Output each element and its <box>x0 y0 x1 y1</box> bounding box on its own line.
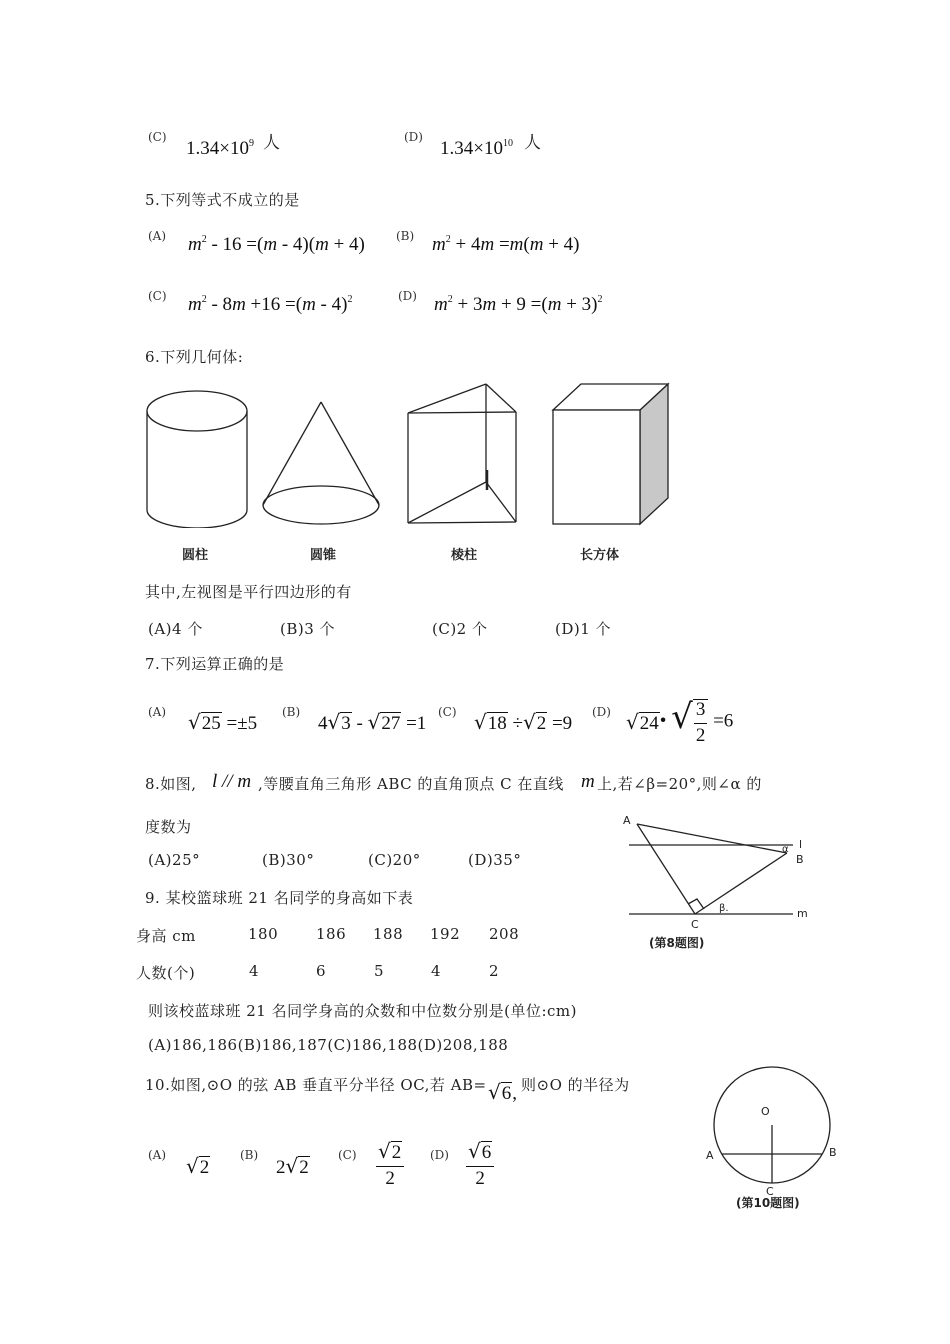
q7-option-c-label: (C) <box>438 705 457 719</box>
q8-stem-part-b: ,等腰直角三角形 ABC 的直角顶点 C 在直线 <box>258 775 564 793</box>
q10-point-a: A <box>706 1149 714 1162</box>
q7-stem: 7.下列运算正确的是 <box>145 655 285 673</box>
q5-option-d-label: (D) <box>398 289 417 303</box>
q10-stem-part-a: 10.如图,⊙O 的弦 AB 垂直平分半径 OC,若 AB= <box>145 1076 487 1094</box>
cylinder-shape <box>147 391 247 528</box>
q7-option-d-label: (D) <box>592 705 611 719</box>
q8-line-m: m <box>581 771 595 792</box>
q10-point-o: O <box>761 1105 770 1118</box>
q5-option-a-label: (A) <box>148 229 167 243</box>
q5-option-b-label: (B) <box>396 229 415 243</box>
q10-option-b-label: (B) <box>240 1148 259 1162</box>
q4-option-d-unit: 人 <box>524 133 542 153</box>
q8-line-m-label: m <box>797 907 808 920</box>
q4-option-d-label: (D) <box>404 130 423 144</box>
q8-option-a: (A)25° <box>148 851 201 869</box>
q5-stem: 5.下列等式不成立的是 <box>145 191 300 209</box>
q8-triangle-figure <box>615 808 820 953</box>
q6-solids-figure <box>140 378 680 528</box>
q10-point-b: B <box>829 1146 837 1159</box>
q8-parallel-notation: l // m <box>212 771 252 792</box>
q9-height-2: 186 <box>316 925 347 943</box>
q10-option-d-label: (D) <box>430 1148 449 1162</box>
q9-count-1: 4 <box>249 962 260 980</box>
caption-cone: 圆锥 <box>310 548 337 563</box>
q10-circle-figure <box>700 1055 850 1215</box>
q10-option-c-label: (C) <box>338 1148 357 1162</box>
q9-options: (A)186,186(B)186,187(C)186,188(D)208,188 <box>148 1036 509 1054</box>
cuboid-shape <box>553 384 668 524</box>
q8-point-a: A <box>623 814 631 827</box>
q9-height-4: 192 <box>430 925 461 943</box>
q5-option-a-formula: $m^2 - 16 =(m - 4)(m + 4)$ <box>188 234 365 255</box>
q7-option-a-formula: √25 =±5 <box>188 710 258 734</box>
q8-stem-line2: 度数为 <box>145 818 192 836</box>
caption-prism: 棱柱 <box>451 548 478 563</box>
q8-stem-part-a: 8.如图, <box>145 775 197 793</box>
q9-stem: 9. 某校篮球班 21 名同学的身高如下表 <box>145 889 414 907</box>
q8-line-l-label: l <box>799 838 803 851</box>
q8-stem-part-c: 上,若∠β=20°,则∠α 的 <box>597 775 762 793</box>
q9-sub-question: 则该校蓝球班 21 名同学身高的众数和中位数分别是(单位:cm) <box>148 1002 578 1020</box>
q6-option-a: (A)4 个 <box>148 620 203 638</box>
q5-option-d-formula: $m^2 + 3m + 9 =(m + 3)^2$ <box>434 294 603 315</box>
q8-figure-caption: (第8题图) <box>649 936 705 950</box>
q6-sub-question: 其中,左视图是平行四边形的有 <box>145 583 352 601</box>
caption-cuboid: 长方体 <box>580 548 620 563</box>
q9-row-label-count: 人数(个) <box>136 964 196 982</box>
q8-point-b: B <box>796 853 804 866</box>
q6-option-d: (D)1 个 <box>555 620 612 638</box>
q4-option-c-value: $1.34\times 10^9$ <box>186 138 254 159</box>
q10-point-c: C <box>766 1185 774 1198</box>
caption-cylinder: 圆柱 <box>182 548 209 563</box>
q8-option-d: (D)35° <box>468 851 522 869</box>
q5-option-c-formula: $m^2 - 8m +16 =(m - 4)^2$ <box>188 294 353 315</box>
q5-option-c-label: (C) <box>148 289 167 303</box>
q7-option-a-label: (A) <box>148 705 167 719</box>
q8-angle-alpha: α <box>782 844 789 855</box>
q9-height-3: 188 <box>373 925 404 943</box>
q6-stem: 6.下列几何体: <box>145 348 244 366</box>
q10-stem-part-b: 则⊙O 的半径为 <box>521 1076 630 1094</box>
prism-shape <box>408 384 516 523</box>
q9-height-1: 180 <box>248 925 279 943</box>
q9-count-4: 4 <box>431 962 442 980</box>
q10-option-d-value: $\frac{√6}{2}$ <box>466 1140 494 1190</box>
q9-height-5: 208 <box>489 925 520 943</box>
q7-option-c-formula: √18 ÷√2 =9 <box>474 710 573 734</box>
q9-count-2: 6 <box>316 962 327 980</box>
q8-option-b: (B)30° <box>262 851 315 869</box>
cone-shape <box>263 402 379 524</box>
q8-option-c: (C)20° <box>368 851 421 869</box>
q6-option-c: (C)2 个 <box>432 620 488 638</box>
q4-option-c-label: (C) <box>148 130 167 144</box>
q6-option-b: (B)3 个 <box>280 620 336 638</box>
q7-option-b-formula: 4√3 - √27 =1 <box>318 710 427 734</box>
q4-option-c-unit: 人 <box>263 133 281 153</box>
q8-angle-beta: β. <box>719 903 729 914</box>
q4-option-d-value: $1.34\times 10^{10}$ <box>440 138 513 159</box>
q10-option-c-value: $\frac{√2}{2}$ <box>376 1140 404 1190</box>
q10-option-b-value: 2√2 <box>276 1154 309 1178</box>
q9-row-label-height: 身高 cm <box>136 927 196 945</box>
q10-option-a-value: √2 <box>186 1154 210 1178</box>
q7-option-b-label: (B) <box>282 705 301 719</box>
q10-figure-caption: (第10题图) <box>736 1196 800 1210</box>
q8-point-c: C <box>691 918 699 931</box>
q9-count-3: 5 <box>374 962 385 980</box>
q9-count-5: 2 <box>489 962 500 980</box>
q10-ab-value: √6, <box>488 1080 517 1104</box>
q5-option-b-formula: $m^2 + 4m =m(m + 4)$ <box>432 234 580 255</box>
q7-option-d-formula: √24• √ $\frac{3}{2}$ =6 <box>626 697 734 747</box>
q10-option-a-label: (A) <box>148 1148 167 1162</box>
